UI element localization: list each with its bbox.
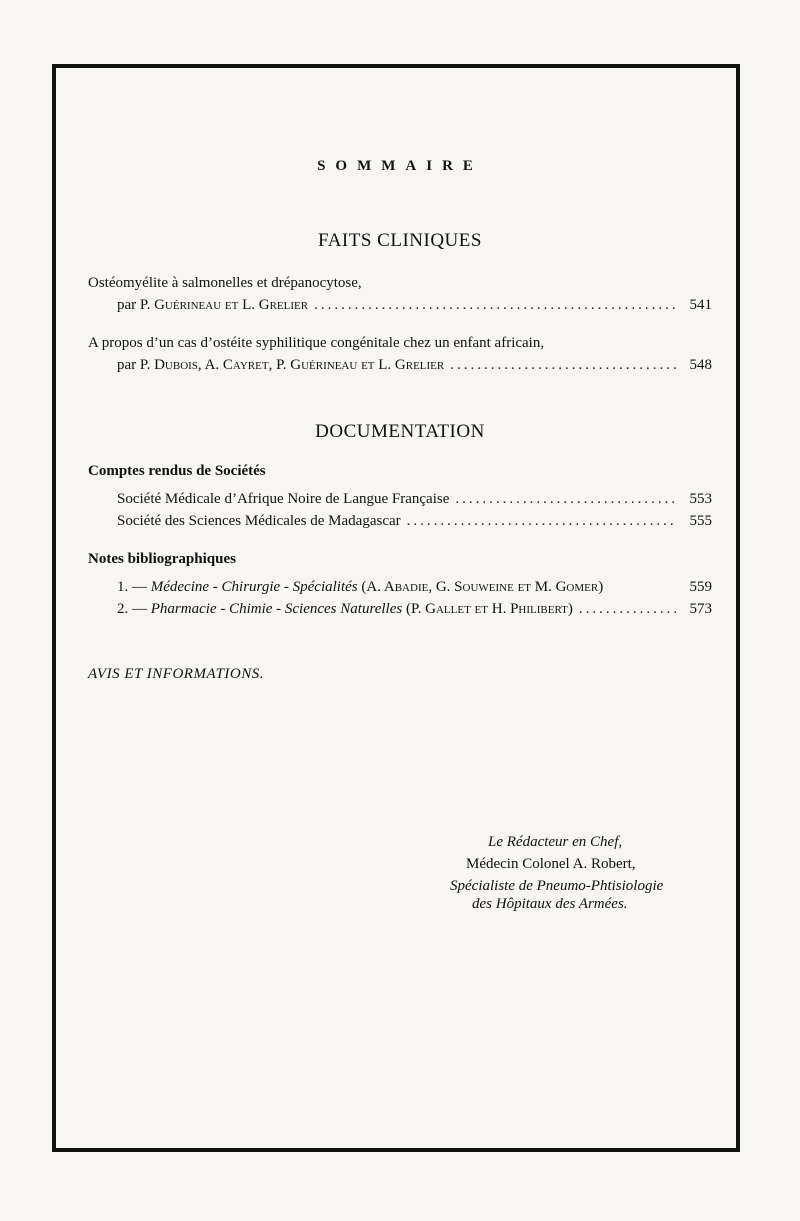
leader-dots	[450, 354, 676, 376]
toc-entry-2	[88, 332, 712, 376]
signature-title-1: Spécialiste de Pneumo-Phtisiologie	[450, 878, 664, 894]
toc-entry-title: A propos d’un cas d’ostéite syphilitique congénitale chez un enfant africain,	[88, 335, 545, 351]
subheading-comptes-rendus: Comptes rendus de Sociétés	[88, 463, 266, 479]
signature-block	[440, 831, 720, 915]
toc-entry-authors: P. Guérineau et L. Grelier	[139, 297, 309, 313]
avis-informations: AVIS ET INFORMATIONS.	[88, 666, 264, 682]
toc-entry-page: 555	[689, 513, 712, 529]
toc-entry-authors: P. Dubois, A. Cayret, P. Guérineau et L. Grelier	[139, 357, 445, 373]
toc-entry-page: 541	[689, 297, 712, 313]
toc-entry-note-2: 2. — Pharmacie - Chimie - Sciences Naturelles (P. Gallet et H. Philibert) ..... 573	[88, 598, 712, 620]
toc-entry-title: Ostéomyélite à salmonelles et drépanocytose,	[88, 275, 362, 291]
leader-dots	[455, 488, 676, 510]
toc-entry-page: 548	[689, 357, 712, 373]
section-heading-documentation: DOCUMENTATION	[315, 421, 485, 442]
page-title: SOMMAIRE	[317, 158, 483, 174]
toc-entry-by: par	[117, 357, 137, 373]
toc-entry-page: 553	[689, 491, 712, 507]
subheading-notes-bibliographiques: Notes bibliographiques	[88, 551, 236, 567]
toc-entry-societe-madagascar: Société des Sciences Médicales de Madagascar ..... 555	[88, 510, 712, 532]
signature-name: Médecin Colonel A. Robert,	[466, 856, 636, 872]
leader-dots	[314, 294, 676, 316]
toc-entry-by: par	[117, 297, 137, 313]
toc-entry-page: 559	[689, 579, 712, 595]
toc-entry-page: 573	[689, 601, 712, 617]
signature-role: Le Rédacteur en Chef,	[488, 834, 623, 850]
notes-list	[88, 576, 712, 620]
toc-entry-note-1: 1. — Médecine - Chirurgie - Spécialités (A. Abadie, G. Souweine et M. Gomer) 559	[88, 576, 712, 598]
leader-dots	[579, 598, 676, 620]
toc-entry-1	[88, 272, 712, 316]
section-heading-faits-cliniques: FAITS CLINIQUES	[318, 230, 482, 251]
comptes-rendus-list	[88, 488, 712, 532]
leader-dots	[407, 510, 676, 532]
signature-title-2: des Hôpitaux des Armées.	[472, 896, 628, 912]
toc-entry-societe-afrique: Société Médicale d’Afrique Noire de Langue Française ..... 553	[88, 488, 712, 510]
